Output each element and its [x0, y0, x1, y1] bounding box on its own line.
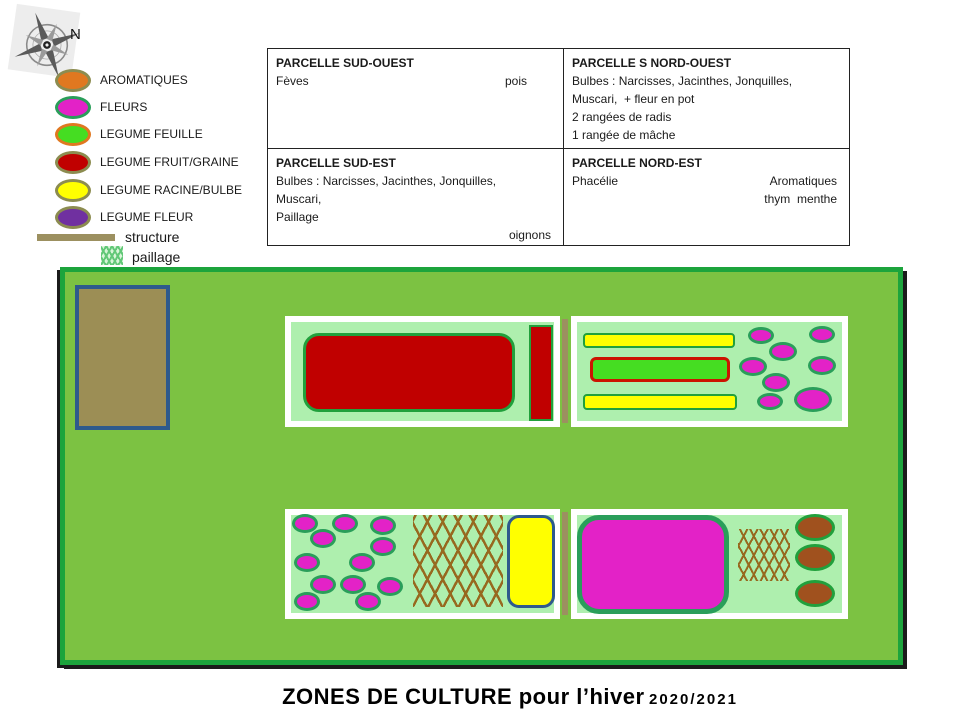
fleur-oval: [809, 326, 835, 343]
fleur-oval: [757, 393, 783, 410]
cell-title: PARCELLE NORD-EST: [572, 156, 702, 170]
radis-row: [583, 394, 737, 410]
fleur-oval: [762, 373, 790, 392]
legend-item-legume-racine: [55, 178, 242, 202]
fleur-oval: [349, 553, 375, 572]
parcelle-table: [267, 48, 850, 246]
cell-title: PARCELLE SUD-OUEST: [276, 56, 414, 70]
cell-text: Bulbes : Narcisses, Jacinthes, Jonquilles,: [572, 74, 793, 88]
fleur-oval: [294, 553, 320, 572]
cell-text: Paillage: [276, 210, 319, 224]
fleur-oval-large: [794, 387, 832, 412]
legume-fruit-zone: [303, 333, 515, 412]
fleurs-oval-icon: [55, 96, 91, 119]
fleur-oval: [310, 575, 336, 594]
aromatique-oval: [795, 514, 835, 541]
fleur-oval: [370, 537, 396, 556]
fleur-oval: [294, 592, 320, 611]
radis-row: [583, 333, 735, 348]
legume-racine-oval-icon: [55, 179, 91, 202]
legume-fruit-oval-icon: [55, 151, 91, 174]
legend-label: LEGUME RACINE/BULBE: [100, 183, 243, 197]
cell-text: 2 rangées de radis: [572, 110, 672, 124]
legume-fruit-strip: [529, 325, 553, 421]
cell-text: Fèves: [276, 74, 309, 88]
cell-text: pois: [504, 74, 527, 88]
legend-label: AROMATIQUES: [100, 73, 188, 87]
legend-label: FLEURS: [100, 100, 148, 114]
structure-label: structure: [125, 229, 180, 245]
cell-text: Muscari, + fleur en pot: [572, 92, 695, 106]
aromatique-oval: [795, 544, 835, 571]
structure-divider: [562, 512, 568, 615]
legend-label: LEGUME FLEUR: [100, 210, 194, 224]
slide-title: [60, 684, 960, 710]
legume-fleur-oval-icon: [55, 206, 91, 229]
legume-racine-zone: [507, 515, 555, 608]
fleur-oval: [340, 575, 366, 594]
paillage-hatch: [738, 529, 790, 581]
title-main: ZONES DE CULTURE pour l’hiver: [282, 684, 645, 709]
cell-parcelle-nord-est: [564, 149, 849, 245]
phacelie-zone: [577, 515, 729, 614]
cell-parcelle-sud-est: [268, 149, 564, 245]
fleur-oval: [748, 327, 774, 344]
fleur-oval: [377, 577, 403, 596]
cell-parcelle-nord-ouest: [564, 49, 849, 149]
garden-map: [60, 267, 903, 665]
legend-item-legume-fleur: [55, 205, 193, 229]
cell-text: thym menthe: [764, 192, 837, 206]
mache-row: [590, 357, 730, 382]
legend-label: LEGUME FEUILLE: [100, 127, 203, 141]
structure-divider: [562, 319, 568, 423]
structure-building: [75, 285, 170, 430]
cell-title: PARCELLE SUD-EST: [276, 156, 396, 170]
aromatiques-oval-icon: [55, 69, 91, 92]
cell-text: Aromatiques: [769, 174, 837, 188]
legend-label: LEGUME FRUIT/GRAINE: [100, 155, 239, 169]
north-label: N: [70, 26, 81, 43]
cell-parcelle-sud-ouest: [268, 49, 564, 149]
cell-text: Muscari,: [276, 192, 322, 206]
legend-item-legume-feuille: [55, 122, 203, 146]
cell-title: PARCELLE S NORD-OUEST: [572, 56, 732, 70]
aromatique-oval: [795, 580, 835, 607]
cell-text: Bulbes : Narcisses, Jacinthes, Jonquilles,: [276, 174, 497, 188]
fleur-oval: [310, 529, 336, 548]
legend-item-legume-fruit: [55, 150, 239, 174]
cell-text: oignons: [508, 228, 551, 242]
fleur-oval: [808, 356, 836, 375]
legend-item-fleurs: [55, 95, 147, 119]
pois-trellis-hatch: [413, 515, 503, 607]
fleur-oval: [739, 357, 767, 376]
legume-feuille-oval-icon: [55, 123, 91, 146]
fleur-oval: [355, 592, 381, 611]
legend-item-aromatiques: [55, 68, 188, 92]
title-season: 2020/2021: [649, 691, 738, 708]
fleur-oval: [769, 342, 797, 361]
fleur-oval: [370, 516, 396, 535]
paillage-label: paillage: [132, 249, 181, 265]
cell-text: 1 rangée de mâche: [572, 128, 676, 142]
fleur-oval: [332, 514, 358, 533]
paillage-swatch-icon: [101, 246, 123, 265]
structure-swatch: [37, 234, 115, 241]
cell-text: Phacélie: [572, 174, 619, 188]
